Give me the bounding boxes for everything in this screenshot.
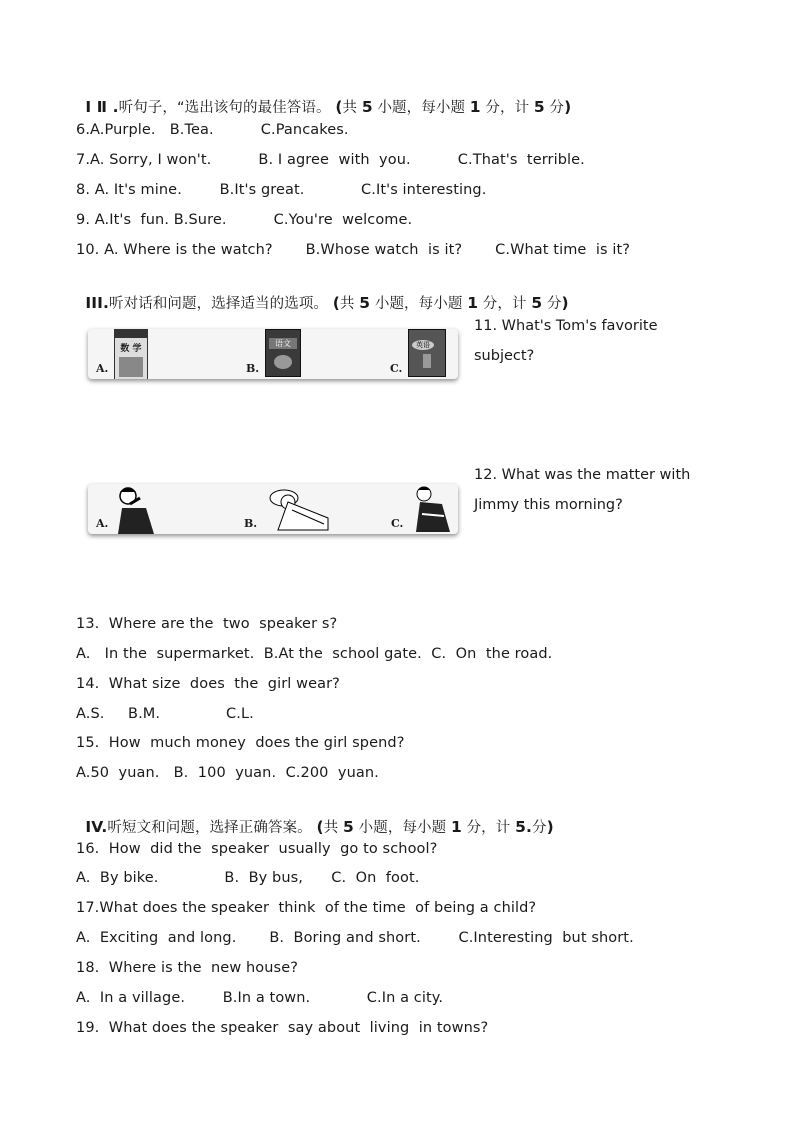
question-15: 15. How much money does the girl spend? <box>76 735 405 751</box>
question-11-picture-strip <box>88 329 458 379</box>
option-a-label: A. <box>96 362 109 375</box>
question-18: 18. Where is the new house? <box>76 960 299 976</box>
question-15-options: A.50 yuan. B. 100 yuan. C.200 yuan. <box>76 765 379 781</box>
question-12: 12. What was the matter with Jimmy this morning? <box>474 467 691 513</box>
question-13-options: A. In the supermarket. B.At the school gate. C. On the road. <box>76 646 553 662</box>
question-8: 8. A. It's mine. B.It's great. C.It's interesting. <box>76 182 487 198</box>
question-12-picture-strip <box>88 484 458 534</box>
option-c-label: C. <box>391 517 404 530</box>
question-13: 13. Where are the two speaker s? <box>76 616 338 632</box>
question-16: 16. How did the speaker usually go to school? <box>76 841 438 857</box>
question-14-options: A.S. B.M. C.L. <box>76 706 254 722</box>
question-10: 10. A. Where is the watch? B.Whose watch is it? C.What time is it? <box>76 242 631 258</box>
section-2-heading: I Ⅱ .听句子，“选出该句的最佳答语。 (共 5 小题，每小题 1 分，计 5 分) <box>85 98 572 116</box>
question-17-options: A. Exciting and long. B. Boring and short. C.Interesting but short. <box>76 930 634 946</box>
boy-with-toothache-image <box>110 484 160 534</box>
section-4-heading: IV.听短文和问题，选择正确答案。 (共 5 小题，每小题 1 分，计 5.分) <box>85 818 554 836</box>
boy-in-bed-image <box>258 484 338 534</box>
section-3-heading: III.听对话和问题，选择适当的选项。 (共 5 小题，每小题 1 分，计 5 分) <box>85 294 569 312</box>
question-11: 11. What's Tom's favorite subject? <box>474 318 658 364</box>
math-book-image: 数 学 <box>114 329 148 379</box>
question-9: 9. A.It's fun. B.Sure. C.You're welcome. <box>76 212 413 228</box>
option-b-label: B. <box>246 362 260 375</box>
question-16-options: A. By bike. B. By bus, C. On foot. <box>76 870 420 886</box>
option-c-label: C. <box>390 362 403 375</box>
english-book-image: 英语 <box>408 329 446 377</box>
question-18-options: A. In a village. B.In a town. C.In a city. <box>76 990 444 1006</box>
question-7: 7.A. Sorry, I won't. B. I agree with you. C.That's terrible. <box>76 152 585 168</box>
question-14: 14. What size does the girl wear? <box>76 676 340 692</box>
boy-with-stomachache-image <box>410 484 456 534</box>
question-19: 19. What does the speaker say about living in towns? <box>76 1020 489 1036</box>
question-6: 6.A.Purple. B.Tea. C.Pancakes. <box>76 122 349 138</box>
option-a-label: A. <box>96 517 109 530</box>
question-17: 17.What does the speaker think of the time of being a child? <box>76 900 537 916</box>
chinese-book-image: 语文 <box>265 329 301 377</box>
option-b-label: B. <box>244 517 258 530</box>
